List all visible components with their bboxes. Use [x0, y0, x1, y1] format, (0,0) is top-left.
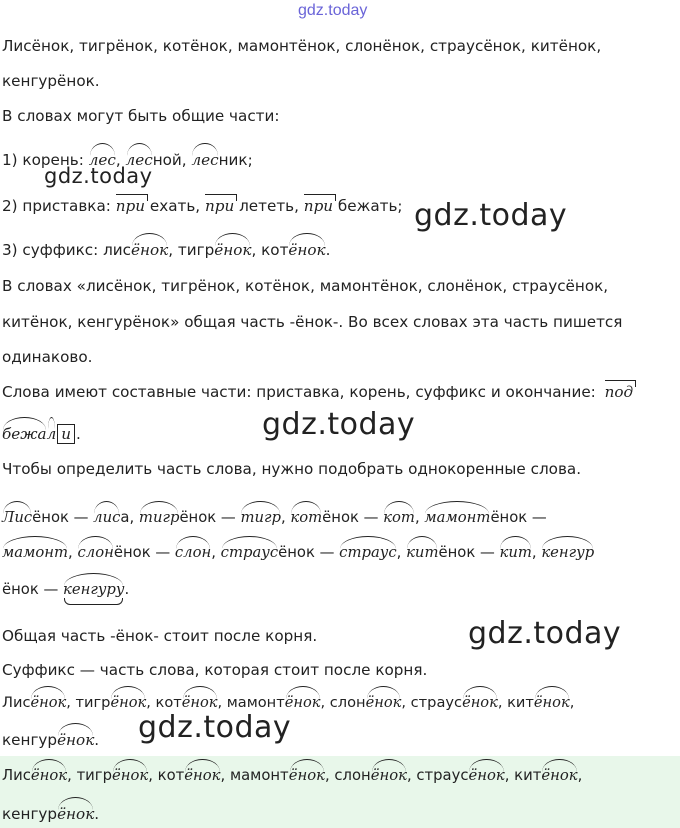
marked-word-2-suffix: ёнок — [110, 694, 147, 711]
marked-word-5-suffix: ёнок — [365, 694, 402, 711]
pair-10-rest: , — [211, 544, 216, 561]
paragraph-1-line-2: китёнок, кенгурёнок» общая часть -ёнок-. Во всех словах эта часть пишется — [2, 313, 623, 331]
pair-5-rest: ёнок — — [322, 509, 379, 526]
prefix-mark-2: при — [204, 197, 235, 215]
marked-last-suffix: ёнок — [57, 731, 95, 749]
prefix-word-3-rest: бежать; — [337, 197, 403, 215]
pair-1-root: Лис — [2, 509, 33, 526]
parts-root: бежа — [2, 425, 47, 443]
answer-word-4-suffix: ёнок — [288, 767, 325, 784]
marked-word-1-base: Лис — [2, 694, 31, 711]
common-parts-title: В словах могут быть общие части: — [2, 107, 280, 125]
marked-word-3-suffix: ёнок — [181, 694, 218, 711]
pair-6-root: кот — [383, 509, 415, 526]
root-word-1: лес — [88, 151, 116, 169]
parts-dot: . — [76, 425, 81, 443]
prefix-mark-3: при — [303, 197, 334, 215]
marked-separator: , — [401, 694, 411, 711]
marked-last-end: . — [94, 731, 100, 749]
suffix-mark-2: ёнок — [214, 241, 252, 259]
pairs-line-3 — [2, 580, 129, 600]
answer-word-1-suffix: ёнок — [30, 767, 68, 784]
root-example-line: 1) корень: лес, лесной, лесник; — [2, 151, 253, 169]
pair-13-rest: ёнок — — [438, 544, 495, 561]
pair-7-root: мамонт — [424, 509, 491, 526]
answer-separator: , — [324, 767, 335, 784]
suffix-mark-3: ёнок — [288, 241, 326, 259]
marked-word-2-base: тигр — [75, 694, 111, 711]
pair-13-root: кит — [406, 544, 439, 561]
answer-separator: , — [406, 767, 417, 784]
answer-last-end: . — [94, 805, 100, 823]
pair-2-root: лис — [93, 509, 121, 526]
root-word-3-rest: ник; — [218, 151, 253, 169]
pair-8-rest: , — [68, 544, 73, 561]
marked-word-4-suffix: ёнок — [284, 694, 321, 711]
root-word-2-rest: ной — [152, 151, 182, 169]
answer-last-suffix: ёнок — [57, 805, 95, 823]
answer-word-6-suffix: ёнок — [468, 767, 505, 784]
marked-last-base: кенгур — [2, 731, 58, 749]
pair-15-root: кенгур — [541, 544, 595, 561]
pair-3-rest: ёнок — — [179, 509, 236, 526]
suffix-mark-1: ёнок — [131, 241, 169, 259]
answer-word-5-suffix: ёнок — [370, 767, 407, 784]
answer-word-3-base: кот — [157, 767, 185, 784]
answer-separator: , — [220, 767, 230, 784]
marked-separator: , — [146, 694, 156, 711]
parts-ending: и — [57, 424, 75, 444]
marked-word-3-base: кот — [155, 694, 182, 711]
pair-6-rest: , — [414, 509, 420, 526]
watermark-5: gdz.today — [138, 710, 292, 745]
prefix-example-line — [2, 196, 403, 216]
marked-separator: , — [497, 694, 508, 711]
watermark-4: gdz.today — [468, 616, 622, 651]
marked-separator: , — [66, 694, 76, 711]
answer-word-6-base: страус — [416, 767, 469, 784]
pair-11-rest: ёнок — — [278, 544, 335, 561]
pair-9-root: слон — [77, 544, 114, 561]
parts-suffix: л — [46, 425, 57, 443]
marked-word-1-suffix: ёнок — [30, 694, 67, 711]
pair-3-root: тигр — [138, 509, 180, 526]
answer-last-base: кенгур — [2, 805, 58, 823]
watermark-1: gdz.today — [44, 164, 153, 188]
pair-11-root: страус — [220, 544, 279, 561]
howto-line: Чтобы определить часть слова, нужно подобрать однокоренные слова. — [2, 460, 582, 478]
suffix-definition-line: Суффикс — часть слова, которая стоит после корня. — [2, 661, 428, 679]
answer-line-2 — [2, 804, 99, 824]
suffix-word-2-base: тигр — [177, 241, 215, 259]
pair-15-rest: ёнок — — [2, 581, 59, 598]
prefix-word-1-rest: ехать, — [149, 197, 201, 215]
pair-8-root: мамонт — [2, 544, 69, 561]
pair-1-rest: ёнок — — [32, 509, 89, 526]
root-word-2: лес — [125, 151, 153, 169]
parts-line-1 — [2, 382, 633, 402]
marked-word-5-base: слон — [329, 694, 366, 711]
root-word-3: лес — [191, 151, 219, 169]
pair-7-rest: ёнок — — [490, 509, 547, 526]
prefix-word-2-rest: лететь, — [239, 197, 299, 215]
pair-4-root: тигр — [240, 509, 281, 526]
pair-12-root: страус — [339, 544, 397, 561]
answer-word-2-base: тигр — [76, 767, 112, 784]
root-label: 1) корень: — [2, 151, 84, 169]
answer-separator: , — [67, 767, 77, 784]
pairs-line-1 — [2, 508, 547, 528]
marked-word-4-base: мамонт — [226, 694, 285, 711]
suffix-word-3-base: кот — [261, 241, 289, 259]
paragraph-1-line-1: В словах «лисёнок, тигрёнок, котёнок, мамонтёнок, слонёнок, страусёнок, — [2, 277, 609, 295]
marked-word-7-suffix: ёнок — [533, 694, 570, 711]
marked-separator: , — [320, 694, 330, 711]
answer-word-7-base: кит — [514, 767, 542, 784]
watermark-3: gdz.today — [262, 407, 416, 442]
pair-12-rest: , — [396, 544, 402, 561]
parts-prefix: под — [604, 383, 634, 401]
suffix-label: 3) суффикс: — [2, 241, 99, 259]
prefix-mark-1: при — [115, 197, 146, 215]
pair-16-root: кенгуру — [63, 581, 125, 598]
words-line-2: кенгурёнок. — [2, 72, 100, 90]
answer-separator: , — [148, 767, 158, 784]
marked-word-6-suffix: ёнок — [462, 694, 498, 711]
pair-16-rest: . — [124, 581, 130, 598]
answer-word-7-suffix: ёнок — [541, 767, 578, 784]
suffix-example-line: 3) суффикс: лисёнок, тигрёнок, котёнок. — [2, 241, 331, 259]
words-line-1: Лисёнок, тигрёнок, котёнок, мамонтёнок, слонёнок, страусёнок, китёнок, — [2, 37, 602, 55]
answer-separator: , — [577, 767, 583, 784]
marked-separator: , — [217, 694, 227, 711]
suffix-word-1-base: лис — [103, 241, 132, 259]
answer-separator: , — [504, 767, 515, 784]
answer-word-2-suffix: ёнок — [111, 767, 149, 784]
pair-10-root: слон — [174, 544, 212, 561]
marked-separator: , — [569, 694, 575, 711]
answer-word-5-base: слон — [334, 767, 371, 784]
pair-14-root: кит — [499, 544, 532, 561]
pairs-line-2 — [2, 543, 594, 563]
marked-line-2 — [2, 730, 99, 750]
pair-9-rest: ёнок — — [113, 544, 171, 561]
paragraph-1-line-3: одинаково. — [2, 348, 93, 366]
answer-word-1-base: Лис — [2, 767, 31, 784]
answer-word-3-suffix: ёнок — [184, 767, 221, 784]
answer-line-1 — [2, 766, 582, 786]
pair-2-rest: а, — [120, 509, 135, 526]
pair-14-rest: , — [531, 544, 537, 561]
watermark-2: gdz.today — [414, 198, 568, 233]
prefix-label: 2) приставка: — [2, 197, 111, 215]
answer-word-4-base: мамонт — [229, 767, 289, 784]
watermark-top: gdz.today — [298, 2, 368, 19]
after-root-line: Общая часть -ёнок- стоит после корня. — [2, 627, 318, 645]
pair-4-rest: , — [280, 509, 286, 526]
marked-word-6-base: страус — [410, 694, 463, 711]
parts-text: Слова имеют составные части: приставка, корень, суффикс и окончание: — [2, 383, 596, 401]
marked-word-7-base: кит — [507, 694, 534, 711]
parts-line-2 — [2, 424, 81, 444]
pair-5-root: кот — [290, 509, 323, 526]
